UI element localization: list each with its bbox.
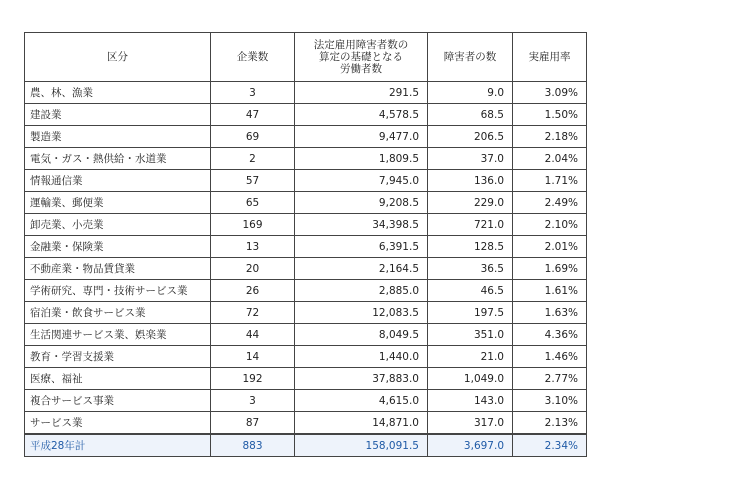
total-cell-employment-rate: 2.34% [513, 434, 587, 457]
table-row [25, 390, 587, 412]
cell-disabled-count: 36.5 [428, 258, 513, 280]
cell-companies: 3 [211, 82, 295, 104]
cell-employment-rate: 1.61% [513, 280, 587, 302]
cell-employment-rate: 3.10% [513, 390, 587, 412]
cell-companies: 87 [211, 412, 295, 435]
cell-employment-rate: 2.49% [513, 192, 587, 214]
header-basis-workers [295, 33, 428, 82]
cell-employment-rate: 2.04% [513, 148, 587, 170]
cell-category: 製造業 [25, 126, 211, 148]
header-employment-rate: 実雇用率 [513, 33, 587, 82]
cell-companies: 13 [211, 236, 295, 258]
table-row [25, 104, 587, 126]
cell-basis-workers: 2,164.5 [295, 258, 428, 280]
cell-disabled-count: 229.0 [428, 192, 513, 214]
cell-category: 建設業 [25, 104, 211, 126]
cell-basis-workers: 8,049.5 [295, 324, 428, 346]
cell-basis-workers: 4,578.5 [295, 104, 428, 126]
cell-basis-workers: 1,440.0 [295, 346, 428, 368]
cell-category: 教育・学習支援業 [25, 346, 211, 368]
cell-employment-rate: 1.63% [513, 302, 587, 324]
cell-basis-workers: 34,398.5 [295, 214, 428, 236]
cell-category: 金融業・保険業 [25, 236, 211, 258]
total-row [25, 434, 587, 457]
cell-disabled-count: 197.5 [428, 302, 513, 324]
cell-employment-rate: 2.01% [513, 236, 587, 258]
table-row [25, 214, 587, 236]
cell-disabled-count: 206.5 [428, 126, 513, 148]
cell-basis-workers: 1,809.5 [295, 148, 428, 170]
table-row [25, 280, 587, 302]
cell-category: 複合サービス事業 [25, 390, 211, 412]
cell-disabled-count: 1,049.0 [428, 368, 513, 390]
table-row [25, 302, 587, 324]
total-cell-companies: 883 [211, 434, 295, 457]
cell-companies: 3 [211, 390, 295, 412]
cell-category: 農、林、漁業 [25, 82, 211, 104]
table-row [25, 126, 587, 148]
cell-employment-rate: 3.09% [513, 82, 587, 104]
cell-companies: 26 [211, 280, 295, 302]
table-row [25, 148, 587, 170]
table-row [25, 324, 587, 346]
table-body [25, 82, 587, 457]
cell-disabled-count: 128.5 [428, 236, 513, 258]
table-row [25, 192, 587, 214]
cell-category: 生活関連サービス業、娯楽業 [25, 324, 211, 346]
cell-basis-workers: 9,477.0 [295, 126, 428, 148]
header-row [25, 33, 587, 82]
table-row [25, 258, 587, 280]
cell-basis-workers: 2,885.0 [295, 280, 428, 302]
table-row [25, 170, 587, 192]
header-basis-workers-text: 法定雇用障害者数の 算定の基礎となる 労働者数 [313, 39, 409, 75]
cell-companies: 65 [211, 192, 295, 214]
header-disabled-count: 障害者の数 [428, 33, 513, 82]
table-row [25, 346, 587, 368]
cell-companies: 14 [211, 346, 295, 368]
cell-basis-workers: 4,615.0 [295, 390, 428, 412]
employment-table-container [24, 32, 587, 457]
cell-disabled-count: 46.5 [428, 280, 513, 302]
cell-companies: 20 [211, 258, 295, 280]
cell-employment-rate: 2.77% [513, 368, 587, 390]
cell-basis-workers: 7,945.0 [295, 170, 428, 192]
cell-companies: 192 [211, 368, 295, 390]
cell-category: サービス業 [25, 412, 211, 435]
cell-companies: 169 [211, 214, 295, 236]
cell-category: 電気・ガス・熱供給・水道業 [25, 148, 211, 170]
cell-basis-workers: 291.5 [295, 82, 428, 104]
cell-employment-rate: 2.13% [513, 412, 587, 435]
cell-category: 情報通信業 [25, 170, 211, 192]
total-cell-disabled-count: 3,697.0 [428, 434, 513, 457]
employment-rate-table [24, 32, 587, 457]
header-companies: 企業数 [211, 33, 295, 82]
cell-disabled-count: 68.5 [428, 104, 513, 126]
total-cell-basis-workers: 158,091.5 [295, 434, 428, 457]
cell-disabled-count: 9.0 [428, 82, 513, 104]
cell-employment-rate: 2.10% [513, 214, 587, 236]
cell-companies: 47 [211, 104, 295, 126]
cell-disabled-count: 37.0 [428, 148, 513, 170]
cell-category: 医療、福祉 [25, 368, 211, 390]
cell-disabled-count: 143.0 [428, 390, 513, 412]
cell-category: 運輸業、郵便業 [25, 192, 211, 214]
cell-disabled-count: 721.0 [428, 214, 513, 236]
cell-basis-workers: 9,208.5 [295, 192, 428, 214]
cell-disabled-count: 317.0 [428, 412, 513, 435]
cell-companies: 2 [211, 148, 295, 170]
cell-category: 不動産業・物品賃貸業 [25, 258, 211, 280]
cell-basis-workers: 14,871.0 [295, 412, 428, 435]
cell-employment-rate: 1.69% [513, 258, 587, 280]
cell-employment-rate: 1.46% [513, 346, 587, 368]
cell-companies: 44 [211, 324, 295, 346]
cell-companies: 57 [211, 170, 295, 192]
table-row [25, 412, 587, 435]
cell-companies: 69 [211, 126, 295, 148]
cell-employment-rate: 2.18% [513, 126, 587, 148]
cell-basis-workers: 37,883.0 [295, 368, 428, 390]
header-category: 区分 [25, 33, 211, 82]
cell-basis-workers: 6,391.5 [295, 236, 428, 258]
cell-category: 卸売業、小売業 [25, 214, 211, 236]
total-cell-category: 平成28年計 [25, 434, 211, 457]
cell-basis-workers: 12,083.5 [295, 302, 428, 324]
cell-employment-rate: 1.50% [513, 104, 587, 126]
table-row [25, 236, 587, 258]
cell-companies: 72 [211, 302, 295, 324]
cell-category: 宿泊業・飲食サービス業 [25, 302, 211, 324]
table-header [25, 33, 587, 82]
cell-employment-rate: 4.36% [513, 324, 587, 346]
cell-disabled-count: 351.0 [428, 324, 513, 346]
table-row [25, 368, 587, 390]
cell-category: 学術研究、専門・技術サービス業 [25, 280, 211, 302]
cell-employment-rate: 1.71% [513, 170, 587, 192]
cell-disabled-count: 136.0 [428, 170, 513, 192]
cell-disabled-count: 21.0 [428, 346, 513, 368]
table-row [25, 82, 587, 104]
